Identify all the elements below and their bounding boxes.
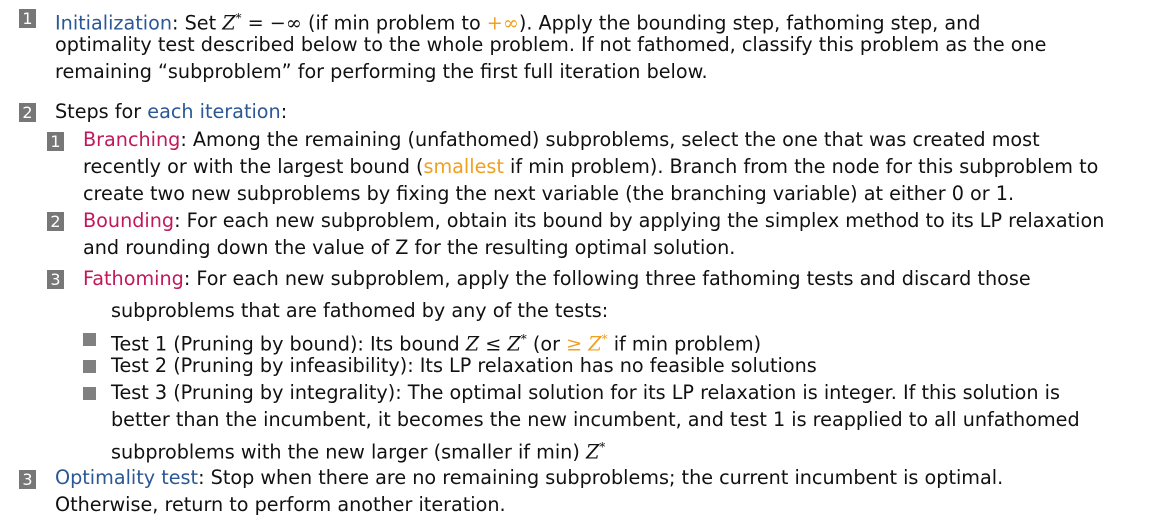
smallest-highlight: smallest <box>423 155 504 178</box>
test-2-line: Test 2 (Pruning by infeasibility): Its LP relaxation has no feasible solutions <box>111 354 817 377</box>
optimality-line-1: Optimality test: Stop when there are no remaining subproblems; the current incumbent is optimal. <box>55 466 1004 489</box>
test-3-line-1: Test 3 (Pruning by integrality): The optimal solution for its LP relaxation is integer. If this solution is <box>111 381 1060 404</box>
bounding-line-2: and rounding down the value of Z for the resulting optimal solution. <box>83 236 736 259</box>
branching-line-2: recently or with the largest bound (smallest if min problem). Branch from the node for this subproblem to <box>83 155 1099 178</box>
initialization-title: Initialization <box>55 11 173 35</box>
initialization-line-2: optimality test described below to the whole problem. If not fathomed, classify this problem as the one <box>55 33 1047 56</box>
optimality-line-2: Otherwise, return to perform another iteration. <box>55 493 506 516</box>
subitem-number-badge: 1 <box>47 132 64 151</box>
subitem-number-badge: 3 <box>47 270 64 289</box>
test-1-line: Test 1 (Pruning by bound): Its bound Z ≤ Z* (or ≥ Z* if min problem) <box>111 332 762 356</box>
item-number-badge: 3 <box>19 470 36 489</box>
bullet-square-icon <box>83 333 96 346</box>
test-3-line-3: subproblems with the new larger (smaller if min) Z* <box>111 440 606 464</box>
bounding-line-1: Bounding: For each new subproblem, obtain its bound by applying the simplex method to its LP relaxation <box>83 209 1105 232</box>
branching-line-3: create two new subproblems by fixing the next variable (the branching variable) at either 0 or 1. <box>83 182 1015 205</box>
test-3-line-2: better than the incumbent, it becomes the new incumbent, and test 1 is reapplied to all unfathomed <box>111 408 1080 431</box>
branching-title: Branching <box>83 128 181 151</box>
subitem-number-badge: 2 <box>47 212 64 231</box>
item-number-badge: 2 <box>19 103 36 122</box>
fathoming-title: Fathoming <box>83 267 184 290</box>
item-number-badge: 1 <box>19 9 36 28</box>
branching-line-1: Branching: Among the remaining (unfathomed) subproblems, select the one that was created most <box>83 128 1040 151</box>
steps-title: each iteration <box>147 100 281 123</box>
bounding-title: Bounding <box>83 209 175 232</box>
steps-heading: Steps for each iteration: <box>55 100 288 123</box>
initialization-line-3: remaining “subproblem” for performing the first full iteration below. <box>55 60 708 83</box>
initialization-line-1: Initialization: Set Z* = −∞ (if min problem to +∞). Apply the bounding step, fathoming step, and <box>55 11 981 35</box>
bullet-square-icon <box>83 360 96 373</box>
optimality-title: Optimality test <box>55 466 199 489</box>
fathoming-line-2: subproblems that are fathomed by any of the tests: <box>111 299 609 322</box>
fathoming-line-1: Fathoming: For each new subproblem, apply the following three fathoming tests and discard those <box>83 267 1031 290</box>
bullet-square-icon <box>83 387 96 400</box>
